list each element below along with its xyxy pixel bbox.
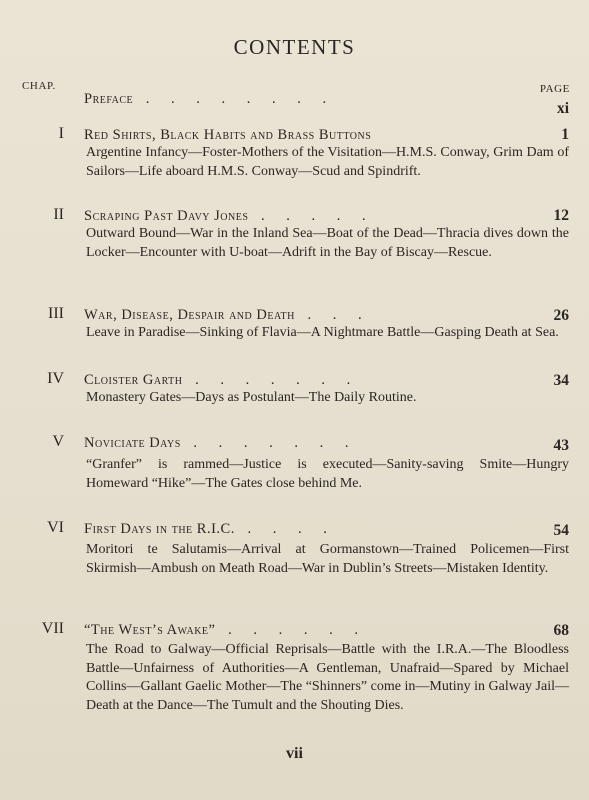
chapter-title: War, Disease, Despair and Death . . . <box>84 307 371 323</box>
chapter-description: Outward Bound—War in the Inland Sea—Boat of the Dead—Thracia dives down the Locker—Encounter with U-boat—Adrift in the Bay of Biscay—Rescue. <box>86 226 569 260</box>
page-number: vii <box>286 745 303 762</box>
chapter-description: Moritori te Salutamis—Arrival at Gormanstown—Trained Policemen—First Skirmish—Ambush on Meath Road—War in Dublin’s Streets—Mistaken Identity. <box>86 542 569 576</box>
chapter-title: “The West’s Awake” . . . . . . <box>84 622 367 638</box>
chapter-title: Noviciate Days . . . . . . . <box>84 435 358 451</box>
chapter-page: 34 <box>553 372 569 389</box>
chapter-page: 43 <box>553 437 569 454</box>
chapter-title: First Days in the R.I.C. . . . . <box>84 521 336 537</box>
chapter-number: IV <box>47 370 64 387</box>
page-column-label: PAGE <box>539 83 570 95</box>
chapter-number: V <box>52 433 64 450</box>
chapter-number: VI <box>47 519 64 536</box>
chapter-description: Monastery Gates—Days as Postulant—The Daily Routine. <box>86 390 417 405</box>
chapter-number: I <box>58 125 64 142</box>
chapter-description: “Granfer” is rammed—Justice is executed—Sanity-saving Smite—Hungry Homeward “Hike”—The Gates close behind Me. <box>86 457 569 491</box>
chapter-number: II <box>53 206 64 223</box>
chap-column-label: CHAP. <box>22 80 56 92</box>
chapter-title: Scraping Past Davy Jones . . . . . <box>84 208 375 224</box>
chapter-description: Leave in Paradise—Sinking of Flavia—A Nightmare Battle—Gasping Death at Sea. <box>86 325 559 340</box>
chapter-description: The Road to Galway—Official Reprisals—Battle with the I.R.A.—The Bloodless Battle—Unfairness of Authorities—A Gentleman, Unafraid—Spared by Michael Collins—Gallant Gaelic Mother—The “Shinners” come in—Mutiny in Galway Jail—Death at the Dance—The Tumult and the Shouting Dies. <box>86 642 569 713</box>
chapter-page: 26 <box>553 307 569 324</box>
page-title: CONTENTS <box>233 35 356 59</box>
chapter-number: III <box>48 305 64 322</box>
chapter-title: Red Shirts, Black Habits and Brass Buttons <box>84 127 372 143</box>
chapter-description: Argentine Infancy—Foster-Mothers of the Visitation—H.M.S. Conway, Grim Dam of Sailors—Life aboard H.M.S. Conway—Scud and Spindrift. <box>86 145 569 179</box>
chapter-page: 68 <box>553 622 569 639</box>
chapter-page: 54 <box>553 522 569 539</box>
preface-title: Preface . . . . . . . . <box>84 91 336 107</box>
preface-page: xi <box>556 100 569 117</box>
chapter-title: Cloister Garth . . . . . . . <box>84 372 360 388</box>
chapter-number: VII <box>41 620 64 637</box>
chapter-page: 1 <box>561 126 569 143</box>
chapter-page: 12 <box>553 207 569 224</box>
